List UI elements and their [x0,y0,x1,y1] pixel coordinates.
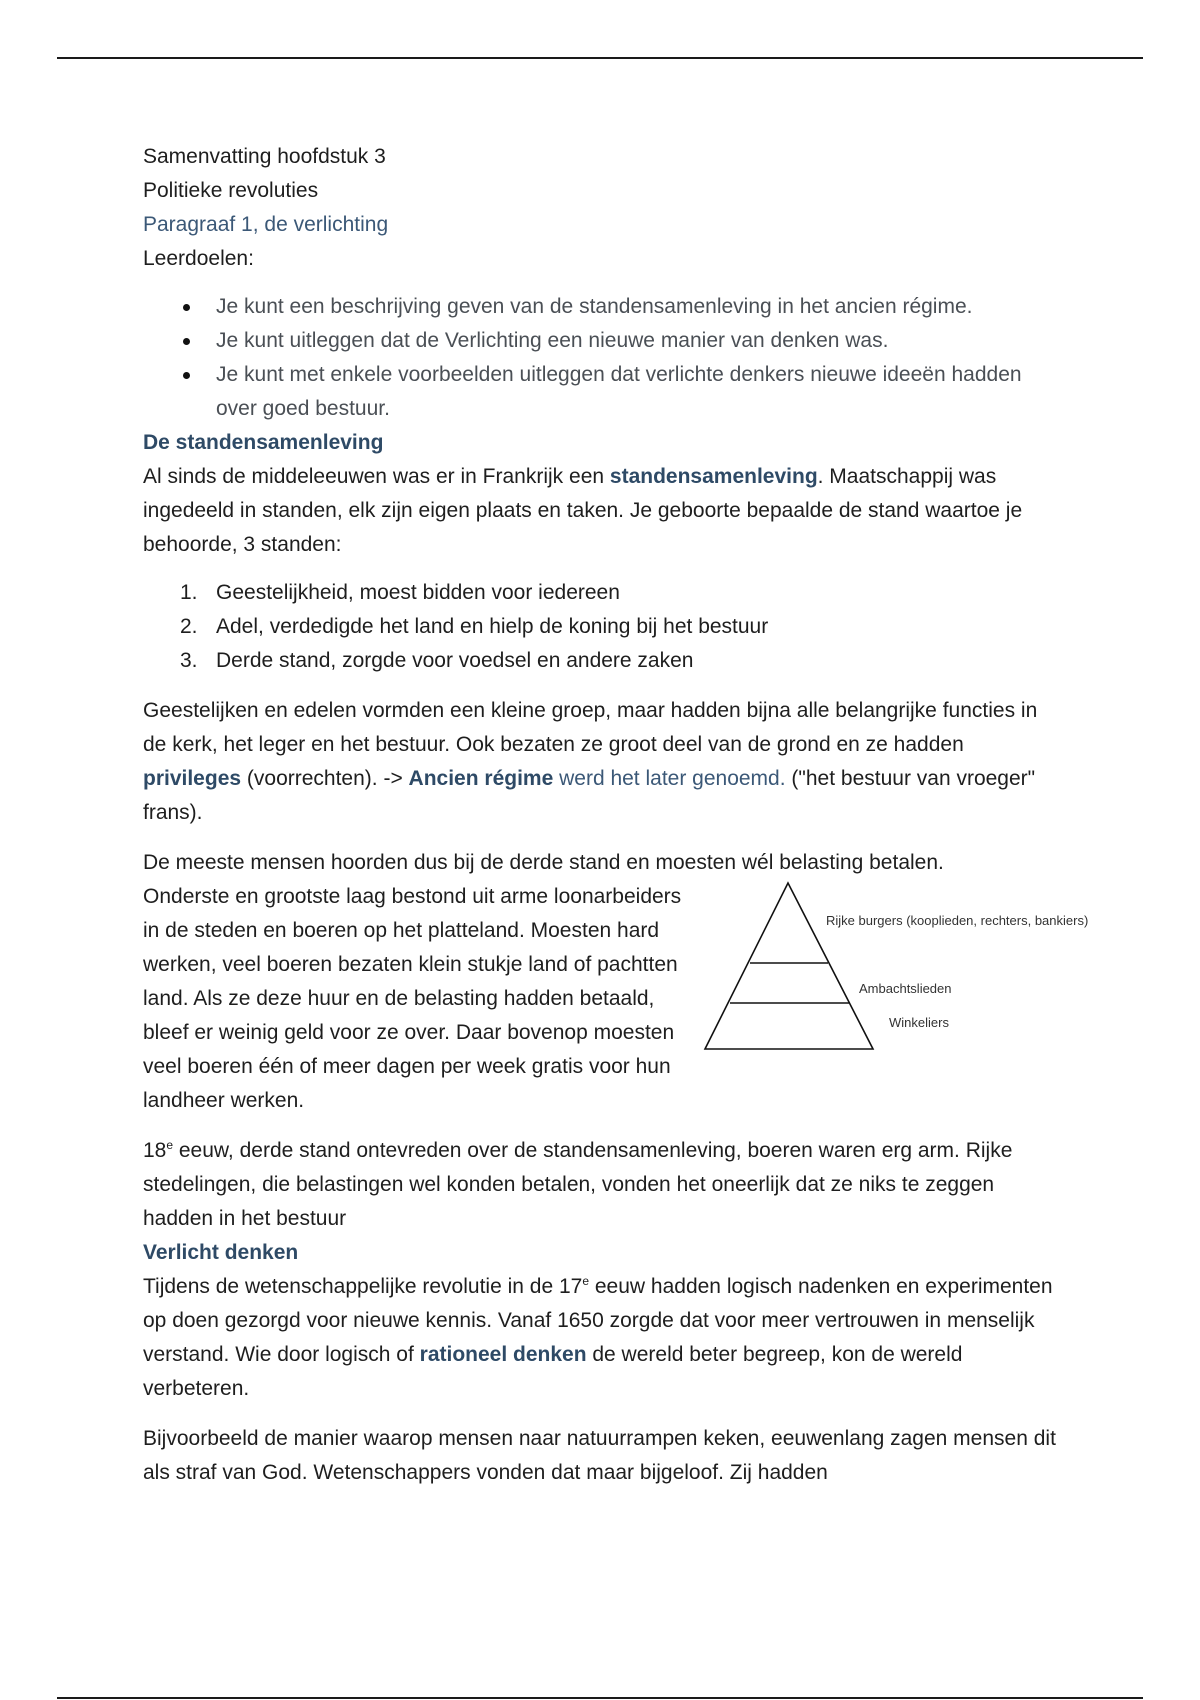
verlicht-heading: Verlicht denken [143,1241,299,1264]
list-item: Je kunt met enkele voorbeelden uitleggen dat verlichte denkers nieuwe ideeën hadden over goed bestuur. [143,358,1063,426]
document-title: Samenvatting hoofdstuk 3 [143,145,386,168]
paragraph-derde-stand: Onderste en grootste laag bestond uit arme loonarbeiders in de steden en boeren op het platteland. Moesten hard werken, veel boeren bezaten klein stukje land of pachtten land. Als ze deze huur en de belasting hadden betaald, bleef er weinig geld voor ze over. Daar bovenop moesten veel boeren één of meer dagen per week gratis voor hun landheer werken. [143,885,682,1112]
leerdoelen-label: Leerdoelen: [143,247,254,270]
leerdoelen-list [143,290,1063,426]
keyword-privileges: privileges [143,767,242,790]
list-item: Je kunt een beschrijving geven van de standensamenleving in het ancien régime. [143,290,1063,324]
pyramid-label-bottom: Winkeliers [889,1015,949,1030]
document-subtitle: Politieke revoluties [143,179,319,202]
list-item: 3. Derde stand, zorgde voor voedsel en andere zaken [180,649,694,672]
standen-heading: De standensamenleving [143,431,384,454]
section-heading: Paragraaf 1, de verlichting [143,213,389,236]
keyword-standensamenleving: standensamenleving [609,465,818,488]
list-item: 2. Adel, verdedigde het land en hielp de koning bij het bestuur [180,615,769,638]
keyword-ancien-regime: Ancien régime [408,767,554,790]
paragraph-18e-eeuw: 18e eeuw, derde stand ontevreden over de standensamenleving, boeren waren erg arm. Rijke stedelingen, die belastingen wel konden betalen, vonden het oneerlijk dat ze niks te zeggen hadden in het bestuur [143,1138,1013,1230]
document-page [143,140,1089,1490]
list-item: Je kunt uitleggen dat de Verlichting een nieuwe manier van denken was. [143,324,1063,358]
derde-stand-block [143,846,1089,1118]
bottom-rule [57,1697,1143,1699]
paragraph-natuurrampen: Bijvoorbeeld de manier waarop mensen naar natuurrampen keken, eeuwenlang zagen mensen dit als straf van God. Wetenschappers vonden dat maar bijgeloof. Zij hadden [143,1427,1056,1484]
standen-list [143,576,1063,678]
paragraph-derde-stand-intro: De meeste mensen hoorden dus bij de derde stand en moesten wél belasting betalen. [143,851,944,874]
list-item: 1. Geestelijkheid, moest bidden voor iedereen [180,581,620,604]
paragraph-privileges: Geestelijken en edelen vormden een kleine groep, maar hadden bijna alle belangrijke functies in de kerk, het leger en het bestuur. Ook bezaten ze groot deel van de grond en ze hadden privileges (voorrechten). -> Ancien régime werd het later genoemd. ("het bestuur van vroeger" frans). [143,699,1038,824]
pyramid-figure [703,881,1133,1081]
keyword-rationeel-denken: rationeel denken [419,1343,587,1366]
pyramid-label-middle: Ambachtslieden [859,981,952,996]
pyramid-label-top: Rijke burgers (kooplieden, rechters, bankiers) [826,913,1089,928]
paragraph-verlicht-denken: Tijdens de wetenschappelijke revolutie in de 17e eeuw hadden logisch nadenken en experimenten op doen gezorgd voor nieuwe kennis. Vanaf 1650 zorgde dat voor meer vertrouwen in menselijk verstand. Wie door logisch of rationeel denken de wereld beter begreep, kon de wereld verbeteren. [143,1274,1053,1400]
standen-intro: Al sinds de middeleeuwen was er in Frankrijk een standensamenleving. Maatschappij was ingedeeld in standen, elk zijn eigen plaats en taken. Je geboorte bepaalde de stand waartoe je behoorde, 3 standen: [143,465,1023,556]
top-rule [57,57,1143,59]
